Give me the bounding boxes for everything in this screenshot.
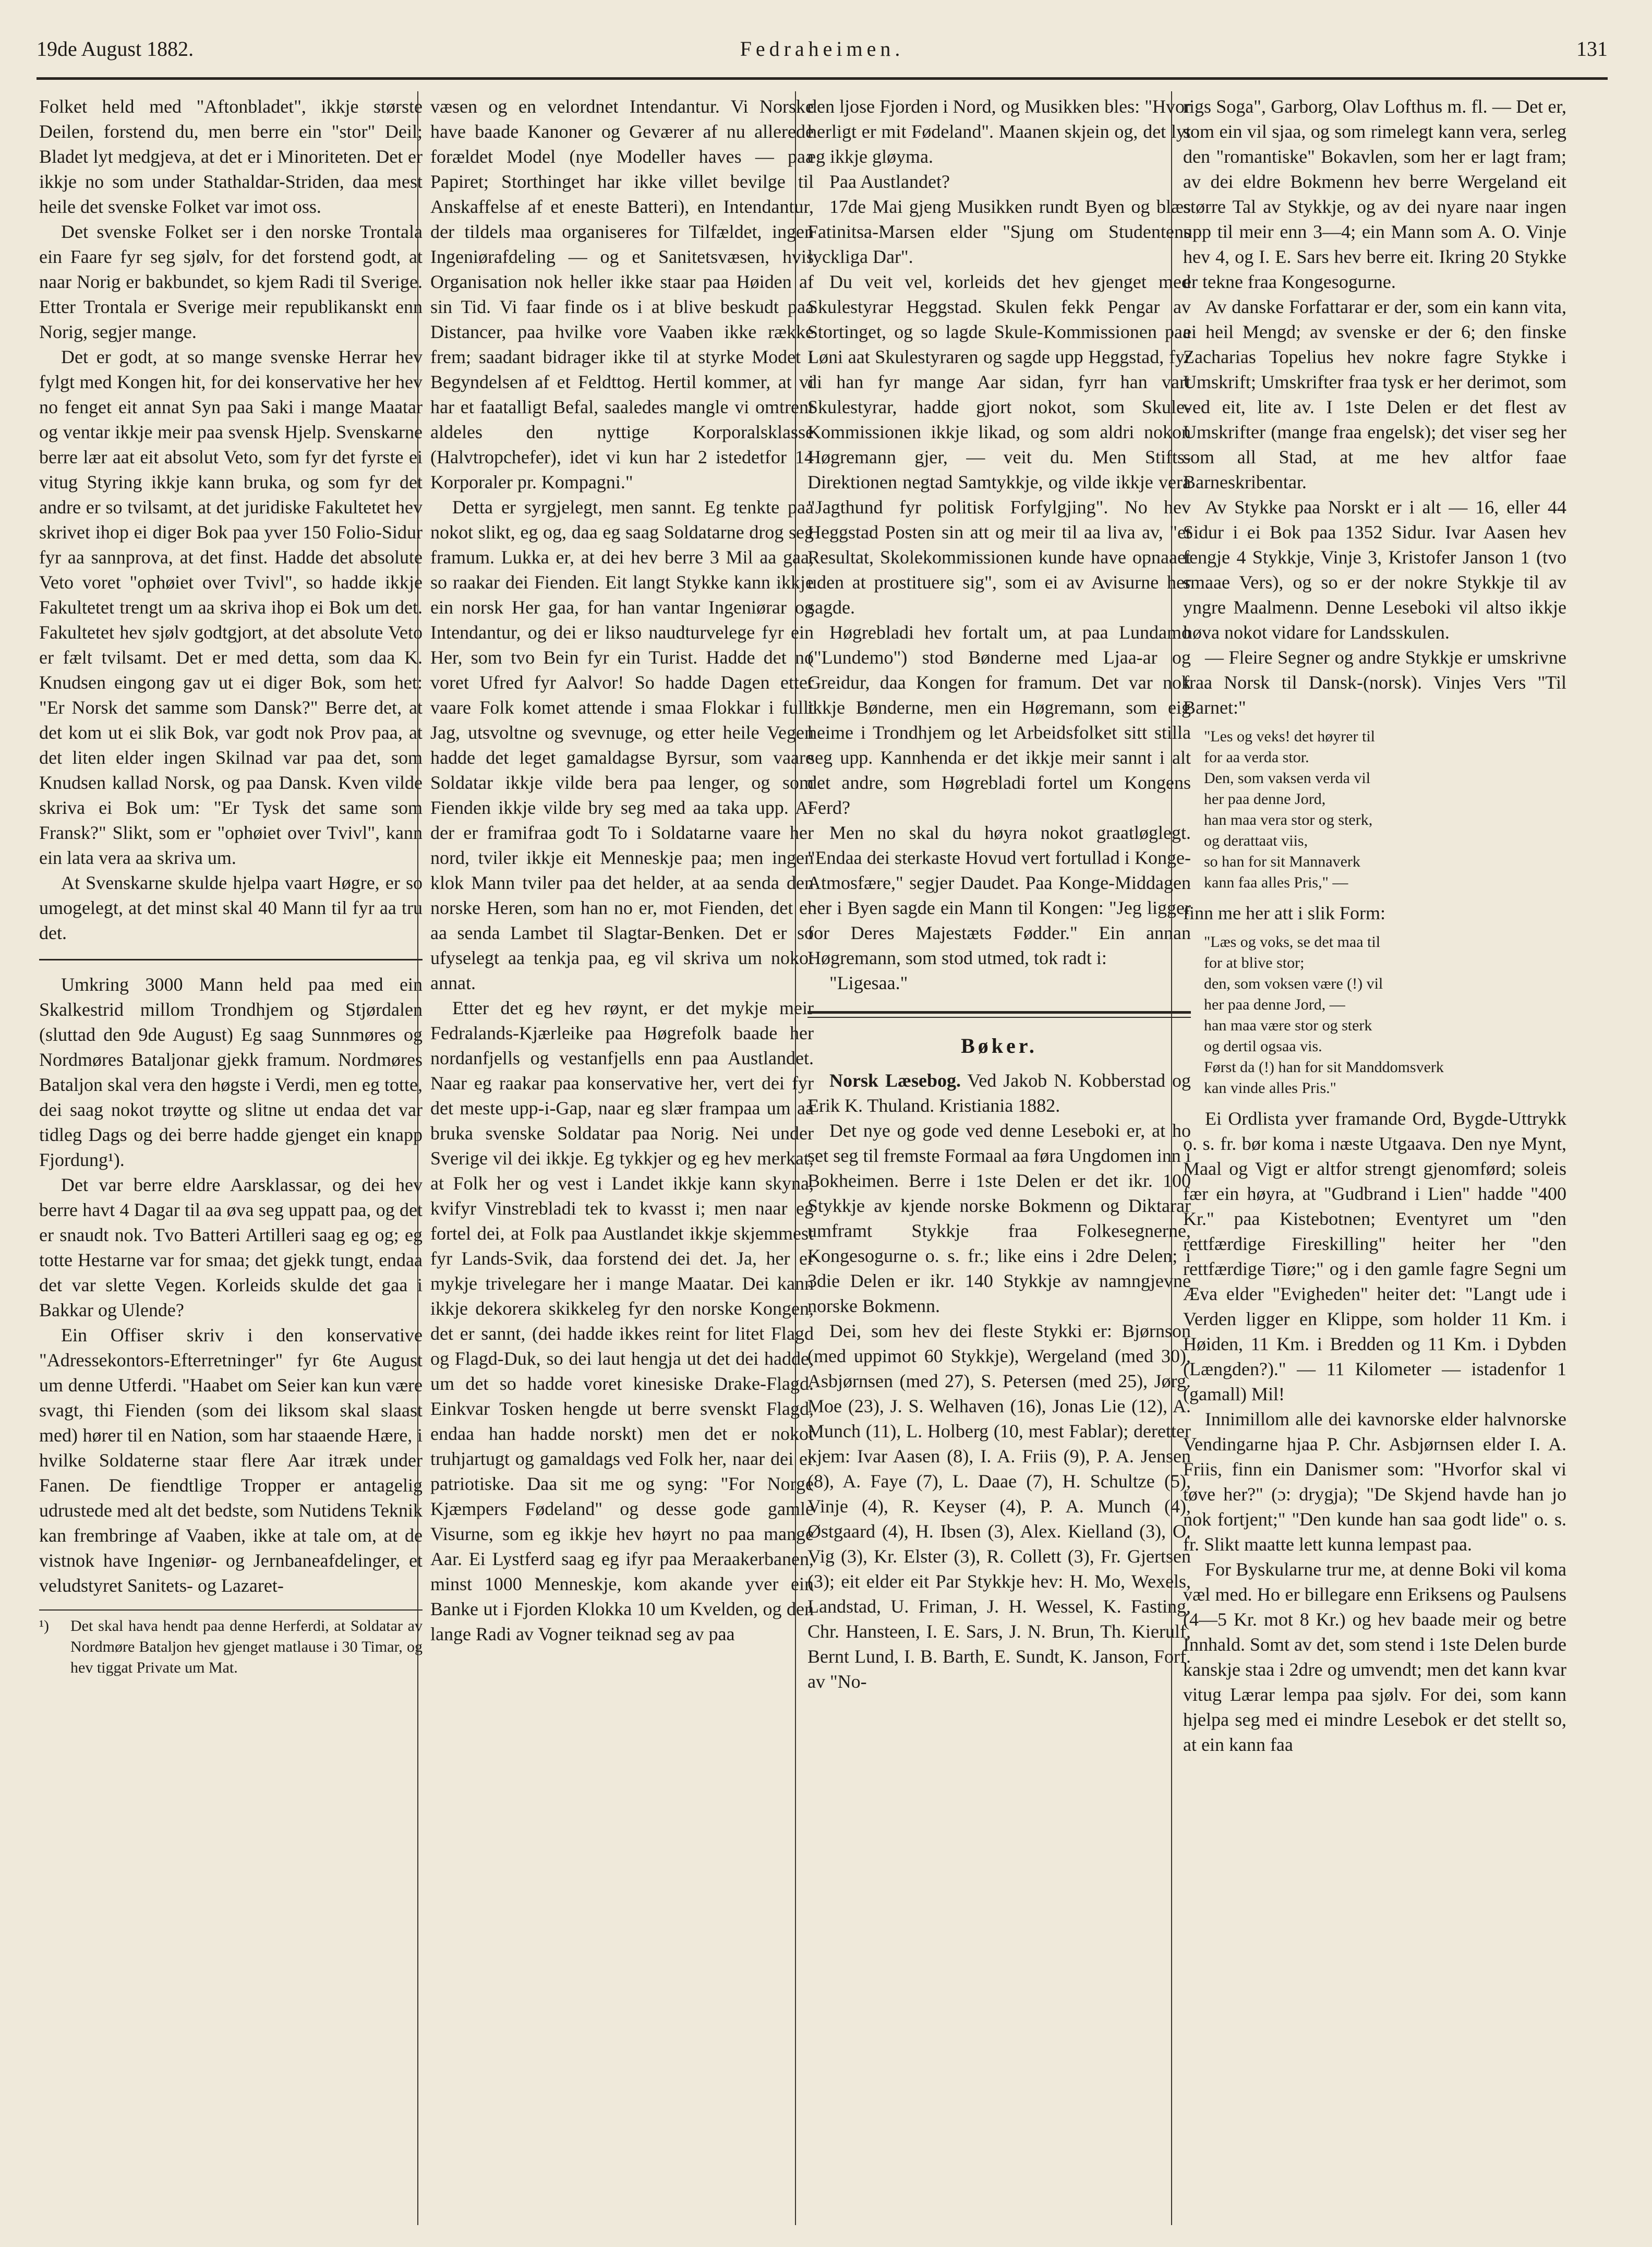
paragraph: den ljose Fjorden i Nord, og Musikken bles: "Hvor herligt er mit Fødeland". Maanen skjein og, det lyt eg ikkje gløyma. <box>807 96 1191 167</box>
book-credits: Ved Jakob N. Kobberstad og Erik K. Thuland. Kristiania 1882. <box>807 1070 1191 1116</box>
page-header <box>37 31 1608 68</box>
paragraph: Høgrebladi hev fortalt um, at paa Lundamo ("Lundemo") stod Bønderne med Ljaa-ar og Greidur, daa Kongen for framum. Det var nok ikkje Bønderne, men ein Høgremann, som eig heime i Trondhjem og let Arbeidsfolket sitt stilla seg upp. Kannhenda er det ikkje meir sannt i alt det andre, som Høgrebladi fortel um Kongens Ferd? <box>807 622 1191 818</box>
paragraph: Det nye og gode ved denne Leseboki er, at ho set seg til fremste Formaal aa føra Ungdomen inn i Bokheimen. Berre i 1ste Delen er det ikr. 100 Stykkje av kjende norske Bokmenn og Diktarar umframt Stykkje fraa Folkesegnerne, Kongesogurne o. s. fr.; like eins i 2dre Delen; i 3die Delen er ikr. 140 Stykkje av namngjevne norske Bokmenn. <box>807 1120 1191 1316</box>
paragraph: 17de Mai gjeng Musikken rundt Byen og blæs Fatinitsa-Marsen elder "Sjung om Studentens lyckliga Dar". <box>807 196 1191 267</box>
column-2 <box>430 94 814 2222</box>
paragraph: finn me her att i slik Form: <box>1183 903 1385 923</box>
header-rule <box>37 77 1608 80</box>
paragraph: Det svenske Folket ser i den norske Trontala ein Faare fyr seg sjølv, for det forstend godt, at naar Norig er bakbundet, so kjem Radi til Sverige. Etter Trontala er Sverige meir republikanskt enn Norig, segjer mange. <box>39 221 423 342</box>
poem-line: her paa denne Jord, — <box>1204 996 1345 1013</box>
paragraph: Det var berre eldre Aarsklassar, og dei hev berre havt 4 Dagar til aa øva seg uppatt paa, og det er snaudt nok. Tvo Batteri Artilleri saag eg og; eg totte Hestarne var for smaa; det gjekk tungt, endaa det var slette Vegen. Korleids skulde det gaa i Bakkar og Ulende? <box>39 1174 423 1320</box>
section-rule <box>807 1017 1191 1018</box>
paragraph: Innimillom alle dei kavnorske elder halvnorske Vendingarne hjaa P. Chr. Asbjørnsen elder I. A. Friis, finn ein Danismer som: "Hvorfor skal vi tøve her?" (ɔ: drygja); "De Skjend havde han jo nok fortjent;" "Den kunde han saa godt lide" o. s. fr. Slikt maatte lett kunna lempast paa. <box>1183 1409 1566 1555</box>
paragraph: Av danske Forfattarar er der, som ein kann vita, ei heil Mengd; av svenske er der 6; den finske Zacharias Topelius hev nokre fagre Stykke i Umskrift; Umskrifter fraa tysk er her derimot, som ved eit, lite av. I 1ste Delen er det flest av Umskrifter (mange fraa engelsk); det viser seg her som all Stad, at me hev altfor faae Barneskribentar. <box>1183 296 1566 492</box>
footnote-mark: ¹) <box>39 1617 49 1635</box>
paragraph: Men no skal du høyra nokot graatløglegt. "Endaa dei sterkaste Hovud vert fortullad i Konge-Atmosfære," segjer Daudet. Paa Konge-Middagen her i Byen sagde ein Mann til Kongen: "Jeg ligger for Deres Majestæts Fødder." Ein annan Høgremann, som stod utmed, tok radt i: <box>807 822 1191 968</box>
poem-line: og dertil ogsaa vis. <box>1204 1038 1322 1055</box>
newspaper-title: Fedraheimen. <box>740 37 905 61</box>
poem-line: her paa denne Jord, <box>1204 790 1326 808</box>
poem-line: for at blive stor; <box>1204 954 1305 971</box>
article-separator <box>39 959 423 960</box>
footnote <box>39 1609 423 1678</box>
paragraph: Dei, som hev dei fleste Stykki er: Bjørnson (med uppimot 60 Stykkje), Wergeland (med 30), Asbjørnsen (med 27), S. Petersen (med 25), Jørg. Moe (23), J. S. Welhaven (16), Jonas Lie (12), A. Munch (11), L. Holberg (10, mest Fablar); deretter kjem: Ivar Aasen (8), I. A. Friis (9), P. A. Jensen (8), A. Faye (7), L. Daae (7), H. Schultze (5), Vinje (4), R. Keyser (4), P. A. Munch (4), Østgaard (4), H. Ibsen (3), Alex. Kielland (3), O. Vig (3), Kr. Elster (3), R. Collett (3), Fr. Gjertsen (3); eit elder eit Par Stykkje hev: H. Mo, Wexels, Landstad, U. Friman, J. H. Wessel, K. Fasting, Chr. Hansteen, I. E. Sars, J. N. Brun, Th. Kierulf, Bernt Lund, I. B. Barth, E. Sundt, K. Janson, Forf. av "No- <box>807 1320 1191 1692</box>
paragraph: Ein Offiser skriv i den konservative "Adressekontors-Efterretninger" fyr 6te August um denne Utferdi. "Haabet om Seier kan kun være svagt, thi Fienden (som dei liksom skal slaast med) hører til en Nation, som har staaende Hære, i hvilke Soldaterne staar flere Aar itræk under Fanen. De fiendtlige Tropper er antagelig udrustede med alt det bedste, som Nutidens Teknik kan frembringe af Vaaben, ikke at tale om, at de vistnok have Ingeniør- og Jernbaneafdelinger, et veludstyret Sanitets- og Lazaret- <box>39 1325 423 1596</box>
column-1 <box>39 94 423 2222</box>
paragraph: Det er godt, at so mange svenske Herrar hev fylgt med Kongen hit, for dei konservative her hev no fenget eit annat Syn paa Saki i mange Maatar og ventar ikkje meir paa svensk Hjelp. Svenskarne berre lær aat eit absolut Veto, som fyr det fyrste ei vitug Styring ikkje kann bruka, og som fyr det andre er so tvilsamt, at det juridiske Fakultetet hev skrivet ihop ei diger Bok paa yver 150 Folio-Sidur fyr aa sannprova, at det finst. Hadde det absolute Veto voret "ophøiet over Tvivl", so hadde ikkje Fakultetet trengt um aa skriva ihop ei Bok um det. Fakultetet hev sjølv godtgjort, at det absolute Veto er fælt tvilsamt. Det er med detta, som daa K. Knudsen eingong gav ut ei diger Bok, som het: "Er Norsk det samme som Dansk?" Berre det, at det kom ut ei slik Bok, var godt nok Prov paa, at det liten elder ingen Skilnad var paa det, som Knudsen kallad Norsk, og paa Dansk. Kven vilde skriva ei Bok um: "Er Tysk det same som Fransk?" Slikt, som er "ophøiet over Tvivl", kann ein lata vera aa skriva um. <box>39 346 423 868</box>
paragraph: "Ligesaa." <box>829 972 908 993</box>
poem-line: "Læs og voks, se det maa til <box>1204 933 1381 951</box>
section-title: Bøker. <box>961 1034 1038 1058</box>
paragraph: Ei Ordlista yver framande Ord, Bygde-Uttrykk o. s. fr. bør koma i næste Utgaava. Den nye Mynt, Maal og Vigt er altfor strengt gjenomførd; soleis fær ein høyra, at "Gudbrand i Lien" hadde "400 Kr." paa Kistebotnen; Eventyret um "den rettfærdige Fireskilling" heiter her "den rettfærdige Tiøre;" og i den gamle fagre Segni um Æva elder "Evigheden" heiter det: "Langt ude i Verden ligger en Klippe, som holder 11 Km. i Høiden, 11 Km. i Bredden og 11 Km. i Dybden (Længden?)." — 11 Kilometer — istadenfor 1 (gamall) Mil! <box>1183 1108 1566 1404</box>
footnote-text: Det skal hava hendt paa denne Herferdi, at Soldatar av Nordmøre Bataljon hev gjenget matlause i 30 Timar, og hev tiggat Private um Mat. <box>70 1617 423 1676</box>
poem-line: kan vinde alles Pris." <box>1204 1079 1336 1097</box>
paragraph: Paa Austlandet? <box>829 171 950 192</box>
poem-line: Den, som vaksen verda vil <box>1204 770 1371 787</box>
paragraph: For Byskularne trur me, at denne Boki vil koma væl med. Ho er billegare enn Eriksens og Paulsens (4—5 Kr. mot 8 Kr.) og hev baade meir og betre Innhald. Somt av det, som stend i 1ste Delen burde kanskje staa i 2dre og umvendt; men det kann kvar vitug Lærar lempa paa sjølv. For dei, som kann hjelpa seg med ei mindre Lesebok er det stellt so, at ein kann faa <box>1183 1559 1566 1755</box>
poem-line: for aa verda stor. <box>1204 749 1309 766</box>
book-title: Norsk Læsebog. <box>829 1070 961 1091</box>
poem-line: han maa være stor og sterk <box>1204 1017 1372 1034</box>
paragraph: — Fleire Segner og andre Stykkje er umskrivne fraa Norsk til Dansk-(norsk). Vinjes Vers "Til Barnet:" <box>1183 647 1566 718</box>
paragraph: rigs Soga", Garborg, Olav Lofthus m. fl. — Det er, som ein vil sjaa, og som rimelegt kann vera, serleg den "romantiske" Bokavlen, som her er lagt fram; av dei eldre Bokmenn hev berre Wergeland eit større Tal av Stykkje, og av dei nyare naar ingen upp til meir enn 3—4; ein Mann som A. O. Vinje hev 4, og I. E. Sars hev berre eit. Ikring 20 Stykke er tekne fraa Kongesogurne. <box>1183 96 1566 292</box>
poem-line: han maa vera stor og sterk, <box>1204 811 1373 828</box>
paragraph: Av Stykke paa Norskt er i alt — 16, eller 44 Sidur i ei Bok paa 1352 Sidur. Ivar Aasen hev fengje 4 Stykkje, Vinje 3, Kristofer Janson 1 (tvo smaae Vers), og so er der nokre Stykkje til av yngre Maalmenn. Denne Leseboki vil altso ikkje høva nokot vidare for Landsskulen. <box>1183 497 1566 643</box>
poem-line: so han for sit Mannaverk <box>1204 853 1360 870</box>
paragraph: Etter det eg hev røynt, er det mykje meir Fedralands-Kjærleike paa Høgrefolk baade her nordanfjells og vestanfjells enn paa Austlandet. Naar eg raakar paa konservative her, vert dei fyr det meste upp-i-Gap, naar eg slær frampaa um aa bruka svenske Soldatar paa Norig. Nei under Sverige vil dei ikkje. Eg tykkjer og eg hev merkat, at Folk her og vest i Landet ikkje kann skyna, kvifyr Vinstrebladi tek to kvasst i; men naar eg fortel dei, at Folk paa Austlandet ikkje skjemmest fyr Lands-Svik, daa forstend dei det. Ja, her er mykje trivelegare her i mange Maatar. Dei kann ikkje dekorera skikkeleg fyr den norske Kongen, det er sannt, (dei hadde ikkes reint for litet Flagd og Flagd-Duk, so dei laut hengja ut det dei hadde, um det so hadde voret kinesiske Drake-Flagd. Einkvar Tosken hengde ut berre svenskt Flagd, endaa han hadde norskt) men det er nokot truhjartugt og gamaldags ved Folk her, naar dei er patriotiske. Daa sit me og syng: "For Norge Kjæmpers Fødeland" og desse gode gamle Visurne, som eg ikkje hev høyrt no paa mange Aar. Ei Lystferd saag eg ifyr paa Meraakerbanen, minst 1000 Menneskje, kom akande yver ein Banke ut i Fjorden Klokka 10 um Kvelden, og den lange Radi av Vogner teiknad seg av paa <box>430 998 814 1644</box>
issue-date: 19de August 1882. <box>37 37 194 61</box>
poem-line: Først da (!) han for sit Manddomsverk <box>1204 1059 1444 1076</box>
poem-line: "Les og veks! det høyrer til <box>1204 728 1375 745</box>
paragraph: Folket held med "Aftonbladet", ikkje største Deilen, forstend du, men berre ein "stor" Deil; Bladet lyt medgjeva, at det er i Minoriteten. Det er ikkje no som under Stathaldar-Striden, daa mest heile det svenske Folket var imot oss. <box>39 96 423 217</box>
paragraph: Detta er syrgjelegt, men sannt. Eg tenkte paa nokot slikt, eg og, daa eg saag Soldatarne drog seg framum. Lukka er, at dei hev berre 3 Mil aa gaa, so raakar dei Fienden. Eit langt Stykke kann ikkje ein norsk Her gaa, for han vantar Ingeniørar og Intendantur, og dei er likso naudturvelege fyr ein Her, som tvo Bein fyr ein Turist. Hadde det no voret Ufred fyr Aalvor! So hadde Dagen etter vaare Folk komet attende i smaa Flokkar i fullt Jag, utsvoltne og svevnuge, og etter heile Vegen hadde det leget gamaldagse Byrsur, som vaare Soldatar ikkje vilde bera paa lenger, og som Fienden ikkje vilde bry seg med aa taka upp. At der er framifraa godt To i Soldatarne vaare her nord, tviler ikkje eit Menneskje paa; men ingen klok Mann tviler paa det helder, at aa senda den norske Heren, som han no er, mot Fienden, det er aa senda Lambet til Slagtar-Benken. Det er so ufyselegt aa tenkja paa, eg vil skriva um nokot annat. <box>430 497 814 993</box>
paragraph: Umkring 3000 Mann held paa med ein Skalkestrid millom Trondhjem og Stjørdalen (sluttad den 9de August) Eg saag Sunnmøres og Nordmøres Bataljonar gjekk framum. Nordmøres Bataljon skal vera den høgste i Verdi, men eg totte, dei saag nokot trøytte og slitne ut endaa det var tidleg Dags og dei berre hadde gjenget ein knapp Fjordung¹). <box>39 974 423 1170</box>
poem-line: kann faa alles Pris," — <box>1204 874 1348 891</box>
paragraph: At Svenskarne skulde hjelpa vaart Høgre, er so umogelegt, at det minst skal 40 Mann til fyr aa tru det. <box>39 872 423 943</box>
poem-line: og derattaat viis, <box>1204 832 1308 849</box>
paragraph: væsen og en velordnet Intendantur. Vi Norske have baade Kanoner og Geværer af nu allerede forældet Model (nye Modeller haves — paa Papiret; Storthinget har ikke villet bevilge til Anskaffelse af et eneste Batteri), en Intendantur, der tildels maa organiseres for Tilfældet, ingen Ingeniørafdeling — og et Sanitetsvæsen, hvis Organisation nok heller ikke staar paa Høiden af sin Tid. Vi faar finde os i at blive beskudt paa Distancer, paa hvilke vore Vaaben ikke række frem; saadant bidrager ikke til at styrke Modet i Begyndelsen af et Feldttog. Hertil kommer, at vi har et faatalligt Befal, saaledes mangle vi omtrent aldeles den nyttige Korporalsklasse (Halvtropchefer), idet vi kun har 2 istedetfor 14 Korporaler pr. Kompagni." <box>430 96 814 492</box>
column-3 <box>807 94 1191 2222</box>
poem-line: den, som voksen være (!) vil <box>1204 975 1383 992</box>
column-4 <box>1183 94 1566 2222</box>
poem-translation <box>1204 932 1566 1099</box>
poem-original <box>1204 726 1566 893</box>
page-number: 131 <box>1576 37 1608 61</box>
paragraph: Du veit vel, korleids det hev gjenget med Skulestyrar Heggstad. Skulen fekk Pengar av Stortinget, og so lagde Skule-Kommissionen paa Løni aat Skulestyraren og sagde upp Heggstad, fyr di han fyr mange Aar sidan, fyrr han vart Skulestyrar, hadde gjort nokot, som Skule-Kommissionen ikkje likad, og som aldri nokon Høgremann gjer, — veit du. Men Stifts-Direktionen negtad Samtykkje, og vilde ikkje vera "Jagthund fyr politisk Forfylgjing". No hev Heggstad Posten sin att og meir til aa liva av, "et Resultat, Skolekommissionen kunde have opnaaet uden at prostituere sig", som ei av Avisurne her sagde. <box>807 271 1191 618</box>
section-rule <box>807 1011 1191 1014</box>
